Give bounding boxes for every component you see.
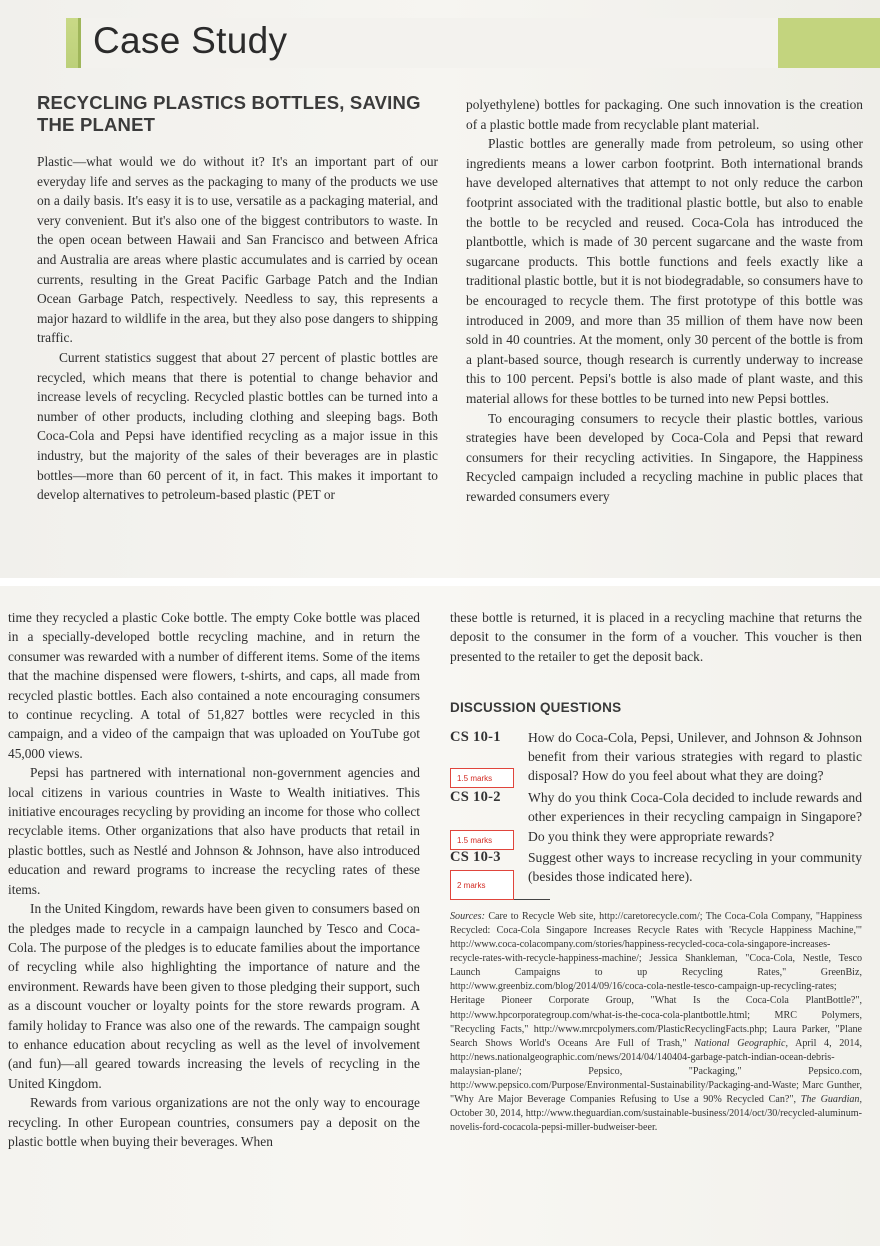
- discussion-question: [450, 728, 862, 786]
- page-divider: [0, 578, 880, 586]
- paragraph: Pepsi has partnered with international non-government agencies and local citizens in various countries in Waste to Wealth initiatives. This initiative encourages recycling by providing an income for those who collect recyclable items. Other organizations that also have products that retail in plastic bottles, such as Nestlé and Johnson & Johnson, have also introduced education and reward programs to increase the recycling rates of these items.: [8, 765, 420, 897]
- discussion-heading: DISCUSSION QUESTIONS: [450, 700, 622, 716]
- bottom-right-column: [450, 608, 862, 1135]
- paragraph: Rewards from various organizations are not the only way to encourage recycling. In other European countries, consumers pay a deposit on the plastic bottle when buying their beverages. When: [8, 1095, 420, 1149]
- sources-italic-title: The Guardian,: [800, 1094, 862, 1106]
- paragraph: Plastic—what would we do without it? It's an important part of our everyday life and serves as the packaging to many of the products we use on a daily basis. It's easy it is to use, versatile as a packaging material, and very convenient. But it's also one of the biggest contributors to waste. In the open ocean between Hawaii and San Francisco and between Africa and Australia are areas where plastic accumulates and is carried by ocean currents, resulting in the Great Pacific Garbage Patch and the Indian Ocean Garbage Patch, respectively. Needless to say, this represents a major hazard to wildlife in the area, but they also pose dangers to shipping traffic.: [37, 154, 438, 346]
- header-banner-accent: [778, 18, 880, 68]
- paragraph: Current statistics suggest that about 27 percent of plastic bottles are recycled, which means that there is potential to change behavior and increase levels of recycling. Recycled plastic bottles can be turned into a number of other products, including clothing and sleeping bags. Both Coca-Cola and Pepsi have identified recycling as a major issue in this industry, but the majority of the sales of their beverages are in plastic bottles—more than 60 percent of it, in fact. This makes it important to develop alternatives to petroleum-based plastic (PET or: [37, 349, 438, 503]
- sources-note: [450, 910, 862, 1136]
- question-text: How do Coca-Cola, Pepsi, Unilever, and Johnson & Johnson benefit from their various strategies with regard to plastic disposal? How do you feel about what they are doing?: [528, 729, 862, 784]
- header-title-panel: [78, 18, 781, 68]
- paragraph: time they recycled a plastic Coke bottle. The empty Coke bottle was placed in a specially-developed bottle recycling machine, and in return the consumer was rewarded with a number of different items. Some of the items that the machine dispensed were flowers, t-shirts, and caps, all made from recycled plastic bottles. Each also contained a note encouraging consumers to continue recycling. A total of 51,827 bottles were recycled in this campaign, and a video of the campaign that was uploaded on YouTube got 45,000 views.: [8, 610, 420, 761]
- marks-annotation-box: 1.5 marks: [450, 768, 514, 788]
- top-left-column: [37, 92, 438, 505]
- sources-italic-title: National Geographic,: [694, 1037, 788, 1049]
- sources-label: Sources:: [450, 910, 485, 922]
- top-page-scan: [0, 0, 880, 578]
- bottom-left-column: [8, 608, 420, 1151]
- discussion-question: [450, 788, 862, 846]
- top-right-column: [466, 95, 863, 506]
- paragraph: Plastic bottles are generally made from petroleum, so using other ingredients means a lower carbon footprint. Both international brands have developed alternatives that attempt to not only reduce the carbon footprint associated with the traditional plastic bottle, but also to enable the bottle to be recycled and reused. Coca-Cola has introduced the plantbottle, which is made of 30 percent sugarcane and the waste from sugarcane products. This bottle functions and feels exactly like a traditional plastic bottle, but it is not biodegradable, so consumers have to be encouraged to recycle them. The first prototype of this bottle was introduced in 2009, and more than 35 million of them have now been sold in 40 countries. At the moment, only 30 percent of the bottle is from a plant-based source, though research is currently underway to increase this to 100 percent. Pepsi's bottle is also made of plant waste, and this material allows for these bottles to be turned into new Pepsi bottles.: [466, 136, 863, 406]
- bottom-page-scan: [0, 586, 880, 1246]
- article-title: RECYCLING PLASTICS BOTTLES, SAVING THE PLANET: [37, 92, 421, 135]
- discussion-question: [450, 848, 862, 891]
- sources-text: October 30, 2014, http://www.theguardian.com/sustainable-business/2014/oct/30/recycled-aluminum-novelis-ford-cocacola-pepsi-miller-budweiser-beer.: [450, 1108, 862, 1134]
- question-number: CS 10-2: [450, 788, 501, 805]
- question-text: Why do you think Coca-Cola decided to include rewards and other experiences in their recycling campaign in Singapore? Do you think they were appropriate rewards?: [528, 789, 862, 844]
- marks-annotation-box: 1.5 marks: [450, 830, 514, 850]
- paragraph: To encouraging consumers to recycle their plastic bottles, various strategies have been developed by Coca-Cola and Pepsi that reward consumers for their recycling activities. In Singapore, the Happiness Recycled campaign included a recycling machine in public places that rewarded consumers every: [466, 410, 863, 504]
- question-number: CS 10-1: [450, 728, 501, 745]
- question-number: CS 10-3: [450, 849, 501, 866]
- page-title: Case Study: [93, 20, 288, 61]
- paragraph: these bottle is returned, it is placed in a recycling machine that returns the deposit to the consumer in the form of a voucher. This voucher is then presented to the retailer to get the deposit back.: [450, 610, 862, 664]
- sources-text: April 4, 2014, http://news.nationalgeographic.com/news/2014/04/140404-garbage-patch-indian-ocean-debris-malaysian-plane/; Pepsico, "Packaging," Pepsico.com, http://www.pepsico.com/Purpose/Environmental-Sustainability/Packaging-and-Waste; Marc Gunther, "Why Are Major Beverage Companies Refusing to Use a 90% Recycled Can?",: [450, 1037, 862, 1106]
- paragraph: polyethylene) bottles for packaging. One such innovation is the creation of a plastic bottle made from recyclable plant material.: [466, 97, 863, 132]
- sources-text: Care to Recycle Web site, http://caretorecycle.com/; The Coca-Cola Company, "Happiness Recycled: Coca-Cola Singapore Increases Recycle Rates with 'Recycle Happiness Machine,'" http://www.coca-colacompany.com/stories/happiness-recycled-coca-cola-singapore-increases-recycle-rates-with-recycle-happiness-machine/; Jessica Shankleman, "Coca-Cola, Nestle, Tesco Launch Campaigns to up Recycling Rates," GreenBiz, http://www.greenbiz.com/blog/2014/09/16/coca-cola-nestle-tesco-campaign-up-recycling-rates; Heritage Pioneer Corporate Group, "What Is the Coca-Cola PlantBottle?", http://www.hpcorporategroup.com/what-is-the-coca-cola-plantbottle.html; MRC Polymers, "Recycling Facts," http://www.mrcpolymers.com/PlasticRecyclingFacts.php; Laura Parker, "Plane Search Shows World's Oceans Are Full of Trash,": [450, 910, 862, 1049]
- marks-annotation-box: 2 marks: [450, 870, 514, 900]
- paragraph: In the United Kingdom, rewards have been given to consumers based on the pledges made to recycle in a campaign launched by Tesco and Coca-Cola. The purpose of the pledges is to educate families about the importance of recycling while also highlighting the importance of nature and the environment. Rewards have been given to those pledging their support, such as a discount voucher or loyalty points for the store rewards program. A family holiday to France was also one of the rewards. The campaign sought to enhance education about recycling as well as the level of involvement (and fun)—all geared towards increasing the levels of recycling in the United Kingdom.: [8, 901, 420, 1091]
- question-text: Suggest other ways to increase recycling in your community (besides those indicated here).: [528, 850, 862, 885]
